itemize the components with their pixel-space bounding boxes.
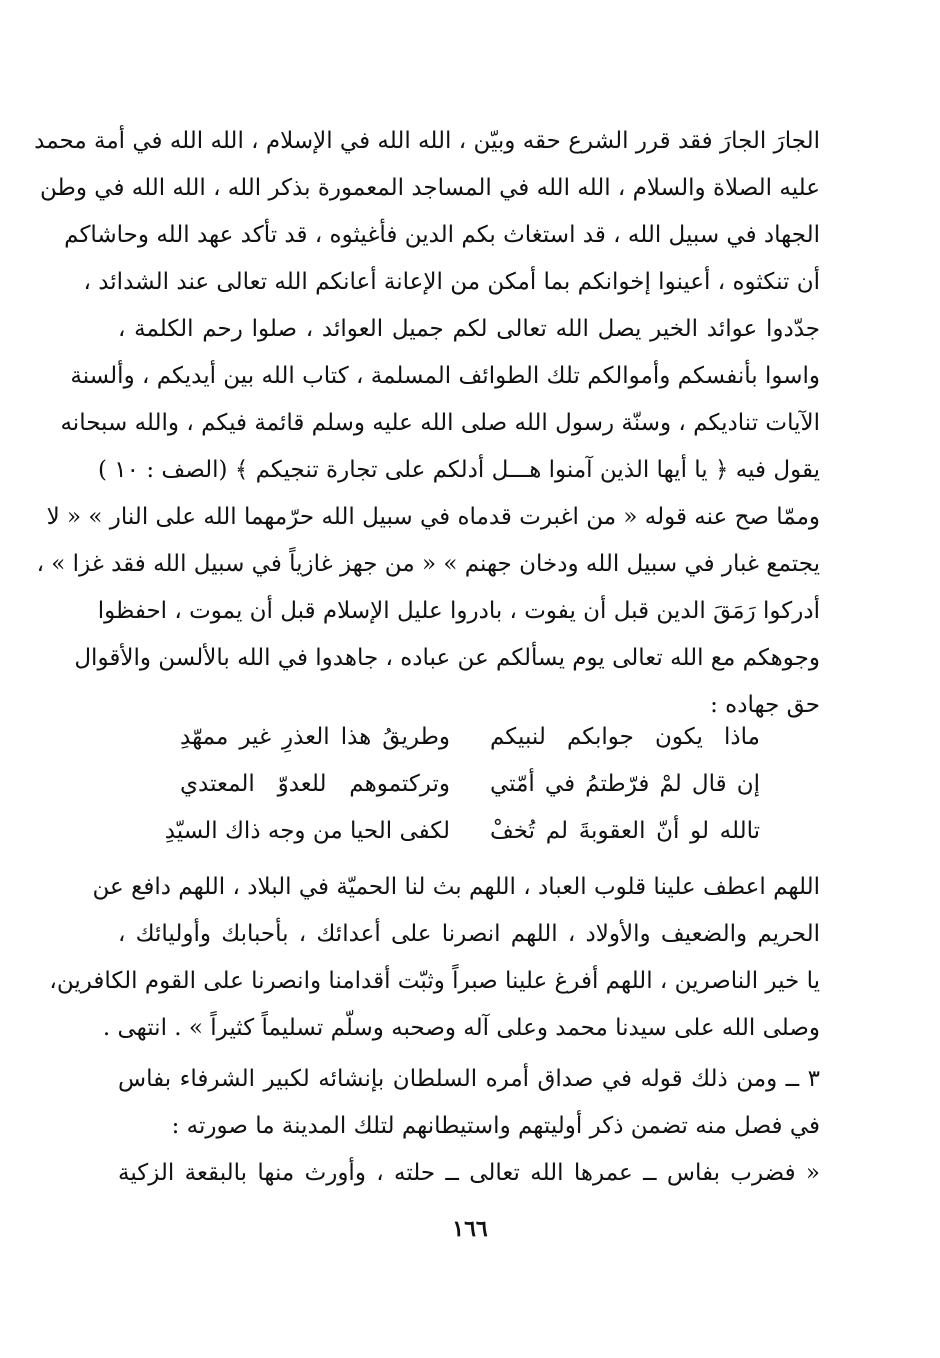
page-number: ١٦٦ [452,1216,488,1242]
text-line: أدركوا رَمَقَ الدين قبل أن يفوت ، بادروا عليل الإسلام قبل أن يموت ، احفظوا [97,598,820,624]
text-line: يجتمع غبار في سبيل الله ودخان جهنم » « من جهز غازياً في سبيل الله فقد غزا » ، [36,551,820,577]
text-line: الجارَ الجارَ فقد قرر الشرع حقه وبيّن ، الله الله في الإسلام ، الله الله في أمة محمد [34,128,820,154]
poem-second-hemistich: وطريقُ هذا العذرِ غير ممهّدِ [180,724,450,750]
text-line: الآيات تناديكم ، وسنّة رسول الله صلى الله عليه وسلم قائمة فيكم ، والله سبحانه [60,410,820,436]
paragraph-2 [49,864,820,1052]
text-line: ٣ ــ ومن ذلك قوله في صداق أمره السلطان بإنشائه لكبير الشرفاء بفاس [118,1066,820,1092]
paragraph-1 [34,118,820,729]
text-line: حق جهاده : [710,692,820,718]
text-line: الجهاد في سبيل الله ، قد استغاث بكم الدين فأغيثوه ، قد تأكد عهد الله وحاشاكم [64,222,820,248]
paragraph-3 [118,1056,820,1197]
text-line: في فصل منه تضمن ذكر أوليتهم واستيطانهم لتلك المدينة ما صورته : [171,1113,820,1139]
text-line: وممّا صح عنه قوله « من اغبرت قدماه في سبيل الله حرّمهما الله على النار » « لا [46,504,820,530]
text-line: واسوا بأنفسكم وأموالكم تلك الطوائف المسلمة ، كتاب الله بين أيديكم ، وألسنة [70,363,820,389]
poem-verse [164,808,760,855]
poem-verse [180,761,760,808]
text-line: يا خير الناصرين ، اللهم أفرغ علينا صبراً وثبّت أقدامنا وانصرنا على القوم الكافرين، [49,968,820,994]
poem-first-hemistich: ماذا يكون جوابكم لنبيكم [490,724,760,750]
text-line: يقول فيه ﴿ يا أيها الذين آمنوا هـــل أدلكم على تجارة تنجيكم ﴾ (الصف : ١٠ ) [98,457,820,483]
poem-first-hemistich: إن قال لمْ فرّطتمُ في أمّتي [490,771,760,797]
poem-second-hemistich: وتركتموهم للعدوّ المعتدي [180,771,450,797]
text-line: الحريم والضعيف والأولاد ، اللهم انصرنا على أعدائك ، بأحبابك وأوليائك ، [118,921,820,947]
text-line: جدّدوا عوائد الخير يصل الله تعالى لكم جميل العوائد ، صلوا رحم الكلمة ، [118,316,820,342]
text-line: وصلى الله على سيدنا محمد وعلى آله وصحبه وسلّم تسليماً كثيراً » . انتهى . [102,1015,820,1041]
poem [164,714,760,855]
text-line: عليه الصلاة والسلام ، الله الله في المساجد المعمورة بذكر الله ، الله الله في وطن [40,175,820,201]
text-line: « فضرب بفاس ــ عمرها الله تعالى ــ حلته ، وأورث منها بالبقعة الزكية [118,1160,820,1186]
poem-verse [180,714,760,761]
poem-second-hemistich: لكفى الحيا من وجه ذاك السيّدِ [164,818,450,844]
poem-first-hemistich: تالله لو أنّ العقوبةَ لم تُخفْ [490,818,760,844]
text-line: وجوهكم مع الله تعالى يوم يسألكم عن عباده ، جاهدوا في الله بالألسن والأقوال [74,645,820,671]
text-line: أن تنكثوه ، أعينوا إخوانكم بما أمكن من الإعانة أعانكم الله تعالى عند الشدائد ، [83,269,820,295]
text-line: اللهم اعطف علينا قلوب العباد ، اللهم بث لنا الحميّة في البلاد ، اللهم دافع عن [92,874,820,900]
